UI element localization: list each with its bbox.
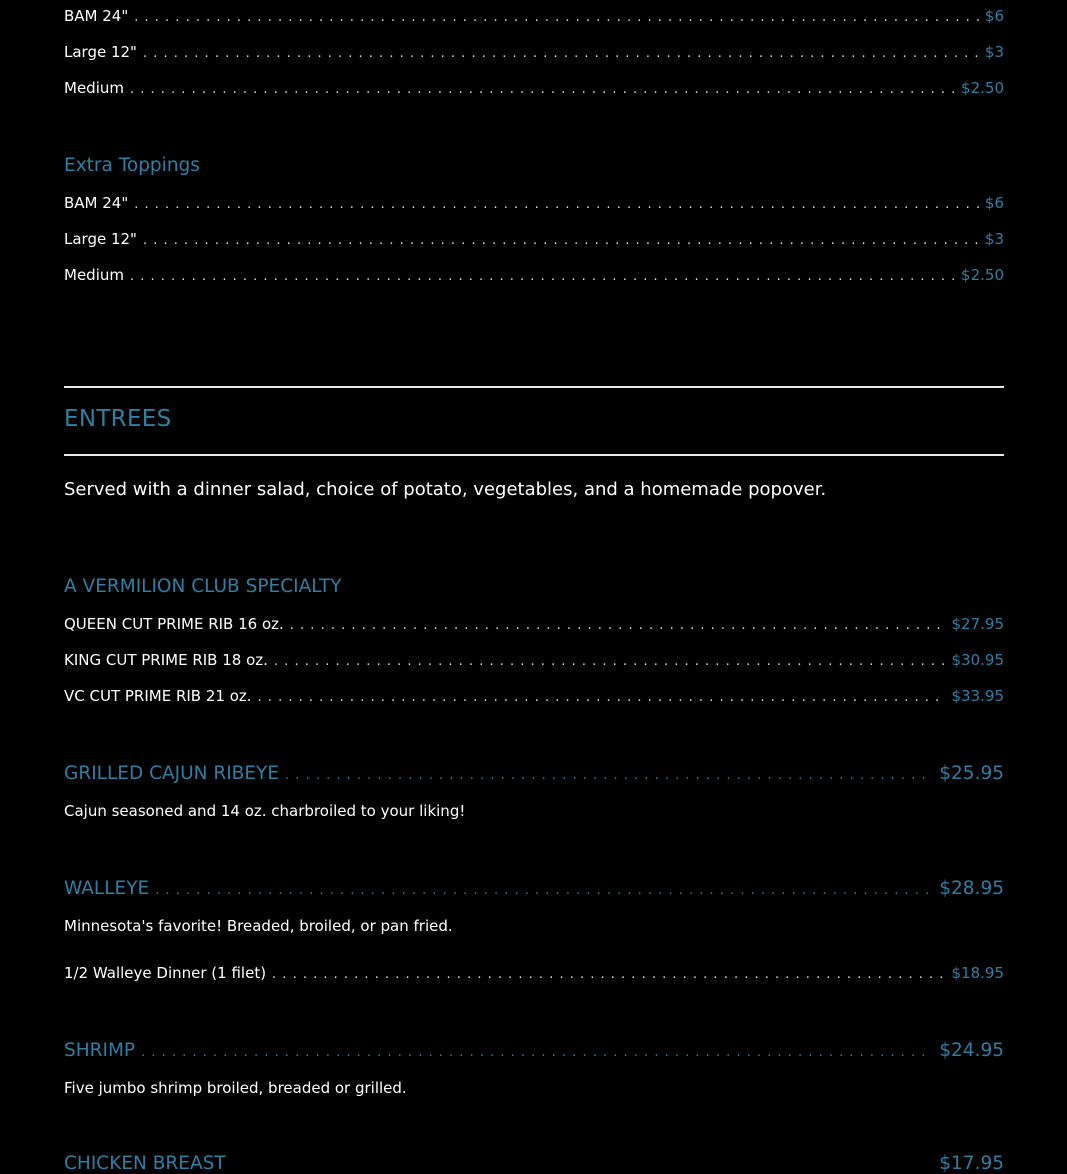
menu-item bbox=[64, 79, 1004, 97]
item-name: VC CUT PRIME RIB 21 oz. bbox=[64, 687, 252, 705]
section-title: ENTREES bbox=[64, 406, 172, 432]
entree-price: $24.95 bbox=[939, 1040, 1004, 1061]
item-price: $6 bbox=[984, 194, 1004, 212]
item-name: Large 12" bbox=[64, 43, 137, 61]
item-price: $6 bbox=[984, 7, 1004, 25]
item-price: $18.95 bbox=[951, 964, 1004, 982]
entree-name: GRILLED CAJUN RIBEYE bbox=[64, 763, 280, 784]
dot-leader bbox=[134, 197, 979, 212]
item-name: QUEEN CUT PRIME RIB 16 oz. bbox=[64, 615, 284, 633]
entree-price: $28.95 bbox=[939, 878, 1004, 899]
dot-leader bbox=[258, 690, 946, 705]
entree-name: CHICKEN BREAST bbox=[64, 1153, 226, 1174]
section-intro: Served with a dinner salad, choice of potato, vegetables, and a homemade popover. bbox=[64, 479, 827, 500]
entree-description: Five jumbo shrimp broiled, breaded or grilled. bbox=[64, 1079, 407, 1097]
item-price: $3 bbox=[984, 43, 1004, 61]
dot-leader bbox=[143, 233, 979, 248]
item-name: BAM 24" bbox=[64, 7, 129, 25]
dot-leader bbox=[285, 768, 933, 783]
entree-walleye bbox=[64, 878, 1004, 899]
item-name: Medium bbox=[64, 266, 124, 284]
entree-price: $25.95 bbox=[939, 763, 1004, 784]
menu-item bbox=[64, 615, 1004, 633]
item-name: Large 12" bbox=[64, 230, 137, 248]
section-divider-top bbox=[64, 386, 1004, 388]
dot-leader bbox=[141, 1045, 933, 1060]
menu-item bbox=[64, 7, 1004, 25]
menu-item bbox=[64, 266, 1004, 284]
entree-price: $17.95 bbox=[939, 1153, 1004, 1174]
dot-leader bbox=[272, 967, 945, 982]
entree-shrimp bbox=[64, 1040, 1004, 1061]
extra-toppings-heading: Extra Toppings bbox=[64, 155, 200, 176]
item-name: BAM 24" bbox=[64, 194, 129, 212]
entree-ribeye bbox=[64, 763, 1004, 784]
dot-leader bbox=[290, 618, 946, 633]
item-name: KING CUT PRIME RIB 18 oz. bbox=[64, 651, 268, 669]
menu-item bbox=[64, 687, 1004, 705]
item-price: $27.95 bbox=[951, 615, 1004, 633]
item-price: $2.50 bbox=[961, 266, 1004, 284]
menu-item bbox=[64, 43, 1004, 61]
entree-name: WALLEYE bbox=[64, 878, 150, 899]
item-price: $30.95 bbox=[951, 651, 1004, 669]
entree-description: Cajun seasoned and 14 oz. charbroiled to your liking! bbox=[64, 802, 466, 820]
dot-leader bbox=[134, 10, 979, 25]
menu-item bbox=[64, 651, 1004, 669]
entree-description: Minnesota's favorite! Breaded, broiled, or pan fried. bbox=[64, 917, 453, 935]
item-price: $2.50 bbox=[961, 79, 1004, 97]
dot-leader bbox=[130, 82, 955, 97]
section-divider-bottom bbox=[64, 454, 1004, 456]
dot-leader bbox=[143, 46, 979, 61]
item-price: $3 bbox=[984, 230, 1004, 248]
specialty-heading: A VERMILION CLUB SPECIALTY bbox=[64, 576, 342, 597]
dot-leader bbox=[155, 883, 933, 898]
item-price: $33.95 bbox=[951, 687, 1004, 705]
dot-leader bbox=[274, 654, 946, 669]
item-name: 1/2 Walleye Dinner (1 filet) bbox=[64, 964, 267, 982]
menu-item bbox=[64, 230, 1004, 248]
item-name: Medium bbox=[64, 79, 124, 97]
dot-leader bbox=[130, 269, 955, 284]
entree-name: SHRIMP bbox=[64, 1040, 136, 1061]
menu-item bbox=[64, 194, 1004, 212]
menu-item bbox=[64, 964, 1004, 982]
